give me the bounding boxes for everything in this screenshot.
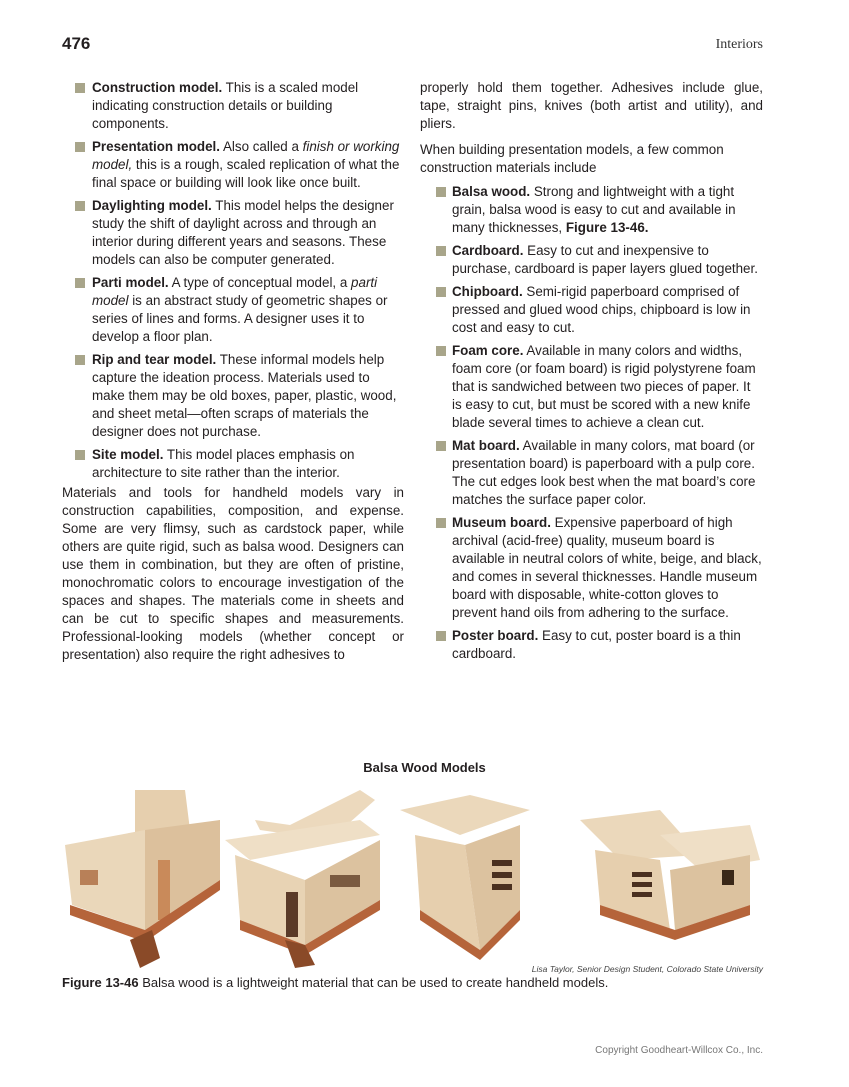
definition-italic: finish or working model, [92,139,400,172]
list-item [420,242,763,278]
term: Parti model. [92,275,169,290]
term: Balsa wood. [452,184,531,199]
copyright: Copyright Goodheart-Willcox Co., Inc. [595,1045,763,1056]
figure-title: Balsa Wood Models [363,760,486,775]
list-item [62,274,404,346]
list-item [420,283,763,337]
bullet-icon [75,278,85,288]
term: Daylighting model. [92,198,212,213]
definition: Easy to cut, poster board is a thin cardboard. [452,628,741,661]
bullet-icon [75,83,85,93]
definition: These informal models help capture the ideation process. Materials used to make them may be old boxes, paper, plastic, wood, and sheet metal—often scraps of materials the designer does not purchase. [92,352,397,439]
bullet-icon [436,187,446,197]
body-paragraph: When building presentation models, a few common construction materials include [420,142,724,175]
list-item [62,79,404,133]
figure-reference[interactable]: Figure 13-46. [565,220,649,235]
term: Site model. [92,447,164,462]
figure-caption [62,975,608,990]
list-item [420,183,763,237]
bullet-icon [75,201,85,211]
bullet-icon [436,246,446,256]
running-title: Interiors [715,37,763,52]
list-item [420,437,763,509]
bullet-icon [436,518,446,528]
term: Poster board. [452,628,539,643]
definition: Available in many colors, mat board (or presentation board) is paperboard with a pulp core. The cut edges look best when the mat board’s core matches the surface paper color. [452,438,756,507]
definition: Easy to cut and inexpensive to purchase, cardboard is paper layers glued together. [452,243,758,276]
balsa-model-photos [60,780,770,970]
bullet-icon [436,346,446,356]
model-photo-2 [225,790,380,968]
definition: This model places emphasis on architecture to site rather than the interior. [92,447,355,480]
right-column [420,79,763,668]
definition: this is a rough, scaled replication of what the final space or building will look like once built. [92,157,400,190]
model-photo-3 [400,795,530,960]
left-column [62,79,404,672]
term: Mat board. [452,438,520,453]
bullet-icon [75,142,85,152]
definition: Available in many colors and widths, foam core (or foam board) is rigid polystyrene foam that is sandwiched between two pieces of paper. It is easy to cut, but must be scored with a new knife blade several times to achieve a clean cut. [452,343,756,430]
list-item [420,514,763,622]
term: Museum board. [452,515,551,530]
page-number: 476 [62,34,91,53]
definition: This is a scaled model indicating construction details or building components. [92,80,359,131]
list-item [62,197,404,269]
term: Construction model. [92,80,223,95]
model-photo-1 [65,790,220,968]
bullet-icon [75,355,85,365]
definition: Semi-rigid paperboard comprised of pressed and glued wood chips, chipboard is low in cost and easy to cut. [452,284,751,335]
list-item [62,351,404,441]
list-item [62,446,404,482]
term: Chipboard. [452,284,523,299]
bullet-icon [75,450,85,460]
bullet-icon [436,287,446,297]
definition: This model helps the designer study the shift of daylight across and through an interior during different years and seasons. These models can also be computer generated. [92,198,394,267]
definition: Also called a [219,139,303,154]
definition: is an abstract study of geometric shapes or series of lines and forms. A designer uses it to develop a floor plan. [92,293,388,344]
definition: A type of conceptual model, a [168,275,352,290]
model-photo-4 [580,810,760,940]
bullet-icon [436,631,446,641]
figure-label: Figure 13-46 [62,975,139,990]
bullet-icon [436,441,446,451]
list-item [420,342,763,432]
definition-italic: parti model [92,275,378,308]
term: Presentation model. [92,139,220,154]
body-paragraph: Materials and tools for handheld models vary in construction capabilities, composition, and expense. Some are very flimsy, such as cardstock paper, while others are quite rigid, such as balsa wood. Designers can use them in combination, but they are often of pristine, monochromatic colors to encourage investigation of the spaces and shapes. The materials come in sheets and can be cut to specific shapes and measurements. Professional-looking models (whether concept or presentation) also require the right adhesives to [62,485,404,662]
term: Cardboard. [452,243,524,258]
list-item [420,627,763,663]
definition: Expensive paperboard of high archival (acid-free) quality, museum board is available in neutral colors of white, beige, and black, and comes in several thicknesses. Handle museum board with disposable, white-cotton gloves to prevent hand oils from adhering to the surface. [452,515,762,620]
body-paragraph: properly hold them together. Adhesives include glue, tape, straight pins, knives (both artist and utility), and pliers. [420,80,763,131]
caption-text: Balsa wood is a lightweight material that can be used to create handheld models. [138,975,609,990]
term: Rip and tear model. [92,352,217,367]
term: Foam core. [452,343,524,358]
photo-credit: Lisa Taylor, Senior Design Student, Colorado State University [531,964,763,974]
list-item [62,138,404,192]
definition: Strong and lightweight with a tight grain, balsa wood is easy to cut and available in many thicknesses, [452,184,736,235]
